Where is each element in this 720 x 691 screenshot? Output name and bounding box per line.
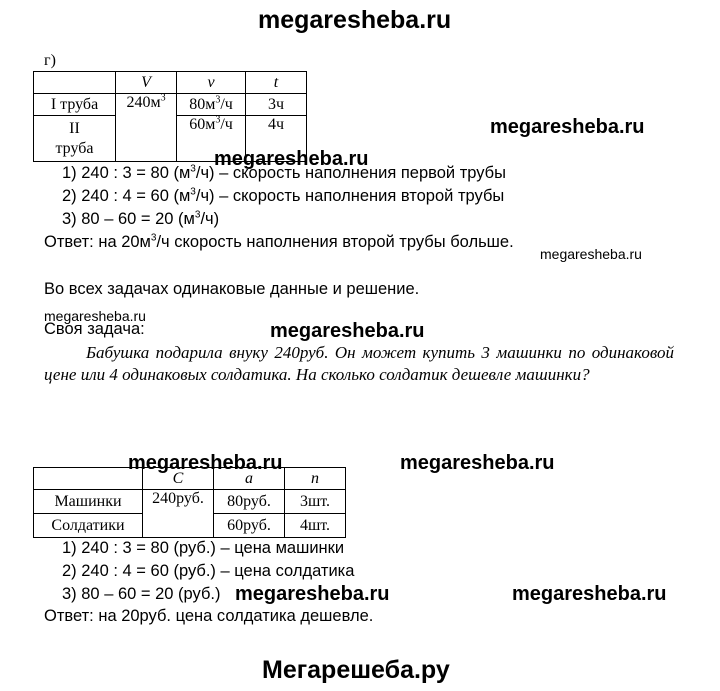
table-cell-speed: $80м^3/ч$ [177,94,246,116]
table-header-a: a [214,468,285,490]
table-row-label: I труба [34,94,116,116]
table-cell-time: 3ч [246,94,307,116]
watermark-right: megaresheba.ru [490,116,645,138]
table-cell-price: 80руб. [214,490,285,514]
table-header-V: V [116,72,177,94]
watermark-table-right: megaresheba.ru [400,452,555,474]
watermark-mid: megaresheba.ru [214,148,369,170]
table-cell-speed: $60м^3/ч$ [177,116,246,162]
table-header-empty [34,72,116,94]
watermark-bottom: Мегарешеба.ру [262,656,450,684]
table-cell-count: 3шт. [285,490,346,514]
table-row-label: Солдатики [34,514,143,538]
solution-step: 1) 240 : 3 = 80 $(м^3/ч)$ – скорость наполнения первой трубы [62,163,506,182]
table-cell-cost: 240руб. [143,490,214,538]
watermark-table-left: megaresheba.ru [128,452,283,474]
table-cell-count: 4шт. [285,514,346,538]
watermark-small-right: megaresheba.ru [540,246,642,262]
note: Во всех задачах одинаковые данные и решение. [44,280,420,298]
table-pipes [33,71,307,162]
own-task-label: Своя задача: [44,320,145,338]
solution-step: 1) 240 : 3 = 80 (руб.) – цена машинки [62,539,345,557]
table-header-v: v [177,72,246,94]
section-label: г) [44,52,56,69]
watermark-small-left: megaresheba.ru [44,308,146,324]
solution-step: 3) 80 – 60 = 20 $(м^3/ч)$ [62,209,220,228]
table-header-empty [34,468,143,490]
table-header-t: t [246,72,307,94]
solution-step: 2) 240 : 4 = 60 $(м^3/ч)$ – скорость наполнения второй трубы [62,186,505,205]
watermark-lower-right: megaresheba.ru [512,583,667,605]
table-row-label: II труба [34,116,116,162]
answer: Ответ: на $20м^3/ч$ скорость наполнения второй трубы больше. [44,232,514,251]
watermark-mid-2: megaresheba.ru [270,320,425,342]
own-task-text: Бабушка подарила внуку 240руб. Он может купить 3 машинки по одинаковой цене или 4 одинаковых солдатика. На сколько солдатик дешевле машинки? [44,343,674,384]
table-cell-time: 4ч [246,116,307,162]
table-cell-volume: $240м^3$ [116,94,177,162]
table-toys [33,467,346,538]
solution-step: 3) 80 – 60 = 20 (руб.) [62,585,221,603]
solution-step: 2) 240 : 4 = 60 (руб.) – цена солдатика [62,562,355,580]
table-header-n: n [285,468,346,490]
watermark-top: megaresheba.ru [258,6,452,34]
table-row-label: Машинки [34,490,143,514]
table-cell-price: 60руб. [214,514,285,538]
table-header-C: С [143,468,214,490]
watermark-lower-mid: megaresheba.ru [235,583,390,605]
answer: Ответ: на 20руб. цена солдатика дешевле. [44,607,374,625]
